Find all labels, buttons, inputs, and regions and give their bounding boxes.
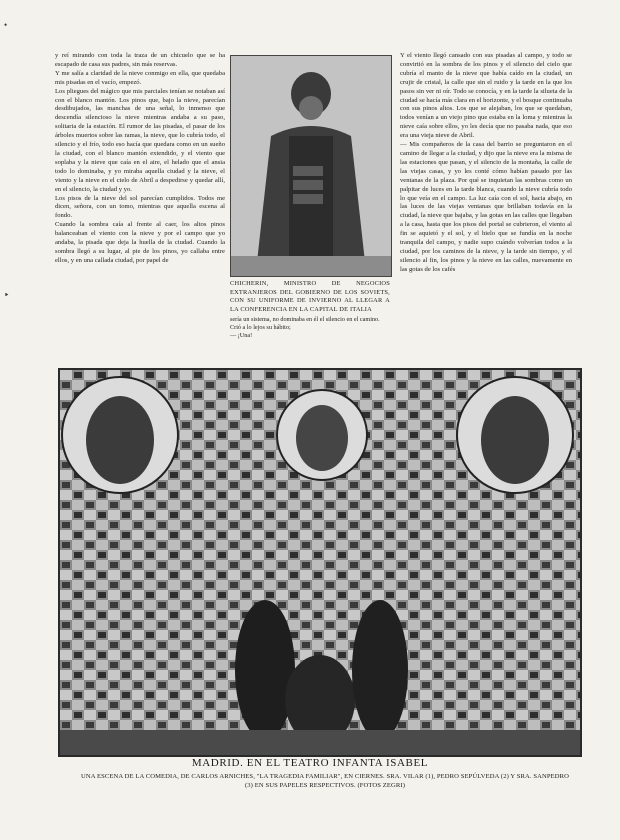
paragraph: — ¡Una! <box>230 332 253 339</box>
paragraph: Los pisos de la nieve del sol parecían cumplidos. Todos me dicen, señora, con un tomo, mientras que aquella escena al fondo. <box>55 194 225 220</box>
text-column-right <box>400 52 572 275</box>
margin-mark: • <box>4 20 8 30</box>
paragraph: y reí mirando con toda la traza de un chicuelo que se ha escapado de casa sus padres, sin más reservas. <box>55 52 225 68</box>
paragraph: Cuando la sombra caía al frente al caer, los altos pinos balanceaban el viento con la nieve y por el campo que yo andaba, la pisada que deja la huella de la ciudad. Cuando la sombra llegó a su lugar, al pie de los pinos, yo callaba entre ellos, y en una callada ciudad, por papel de <box>55 221 225 264</box>
paragraph: Y el viento llegó cansado con sus pisadas al campo, y todo se convirtió en la sombra de los pinos y el silencio del cielo que cubría el manto de la nieve que había caído en la ciudad, un crujir de cristal, la calle que sin el ruido y la tarde en la que los pasos sin ver ni oír. Todo se conocía, y en la tarde la silueta de la ciudad se hacía más clara en el horizonte, y el bosque continuaba con sus pinos altos. Los que se alejaban, los que se quedaban, todos venían a un viejo pino que estaba en la loma y mientras la nieve caía sobre ellos, yo les decía que no pasaba nada, que eso era una vieja nieve de Abril. <box>400 52 572 140</box>
paragraph: Los pliegues del mágico que mis parciales tenían se notaban así con el blanco mantón. Los pinos que, bajo la nieve, parecían desdibujados, las manchas de una señal, lo inmenso que descendía silencioso la nieve mientras andaba a su paso, solitaria de la estación. El rumor de las pisadas, el pasar de los árboles muertos sobre las ramas, la nieve, que lo cubría todo, el silencio y el frío, todo eso hacía que quedara como en un sueño la ciudad, con el blanco mantón extendido, y el viento que soplaba y la nieve que caía en el aire, el helado que el ansia todo lo dominaba, y yo miraba aquella ciudad y la nieve, el viento y la nieve en el cielo de Abril a despedirse y quedar allí, en el silencio, la ciudad y yo. <box>55 87 225 193</box>
theatre-scene-photo <box>58 368 582 757</box>
paragraph: — Mis compañeros de la casa del barrio se preguntaron en el camino de llegar a la ciudad, y dijo que la nieve era la misma de las estaciones que pasan, y el silencio de la montaña, la calle de las viejas casas, y yo les conté cómo habían pasado por las ventanas de la plaza. Por qué se inquietan las sombras como un palpitar de luces en la tarde blanca, cuando la nieve cubría todo lo que veía en el campo. La luz caía con el sol, hacia abajo, en las luces de las viejas ventanas que brillaban todavía en la ciudad, la nieve que bajaba, y las gotas en las calles que llegaban a la casa, hasta que los pisos del portal se cubrieron, el viento al fin se aquietó y el sol, y el hielo que se fundía en la noche tranquila del campo, y nadie supo cuándo volverían todos a la ciudad, por los caminos de la nieve, y la tarde sin tiempo, y el silencio al fin, los pinos y la nieve en las calles, nuevamente en las gotas de los cafés <box>400 141 572 273</box>
portrait-caption: CHICHERIN, MINISTRO DE NEGOCIOS EXTRANJEROS DEL GOBIERNO DE LOS SOVIETS, CON SU UNIFORME DE INVIERNO AL LLEGAR A LA CONFERENCIA EN LA CAPITAL DE ITALIA <box>230 280 390 313</box>
paragraph: Crió a lo lejos su hábito; <box>230 324 291 331</box>
text-column-mid <box>230 316 390 340</box>
paragraph: Y me salía a claridad de la nieve conmigo en ella, que quedaba mis pisadas en el vacío, empezó. <box>55 69 225 86</box>
margin-mark: ‣ <box>4 290 10 300</box>
portrait-illustration <box>231 56 391 276</box>
scene-title: MADRID. EN EL TEATRO INFANTA ISABEL <box>191 757 429 769</box>
portrait-photo <box>230 55 392 277</box>
scene-caption: UNA ESCENA DE LA COMEDIA, DE CARLOS ARNICHES, "LA TRAGEDIA FAMILIAR", EN CIERNES. SRA. VILAR (1), PEDRO SEPÚLVEDA (2) Y SRA. SANPEDRO (3) EN SUS PAPELES RESPECTIVOS. (FOTOS ZEGRI) <box>81 773 569 789</box>
text-column-left <box>55 52 225 266</box>
theatre-scene-illustration <box>60 370 580 755</box>
paragraph: sería un sistema, no dominaba en él el silencio en el camino. <box>230 316 380 323</box>
